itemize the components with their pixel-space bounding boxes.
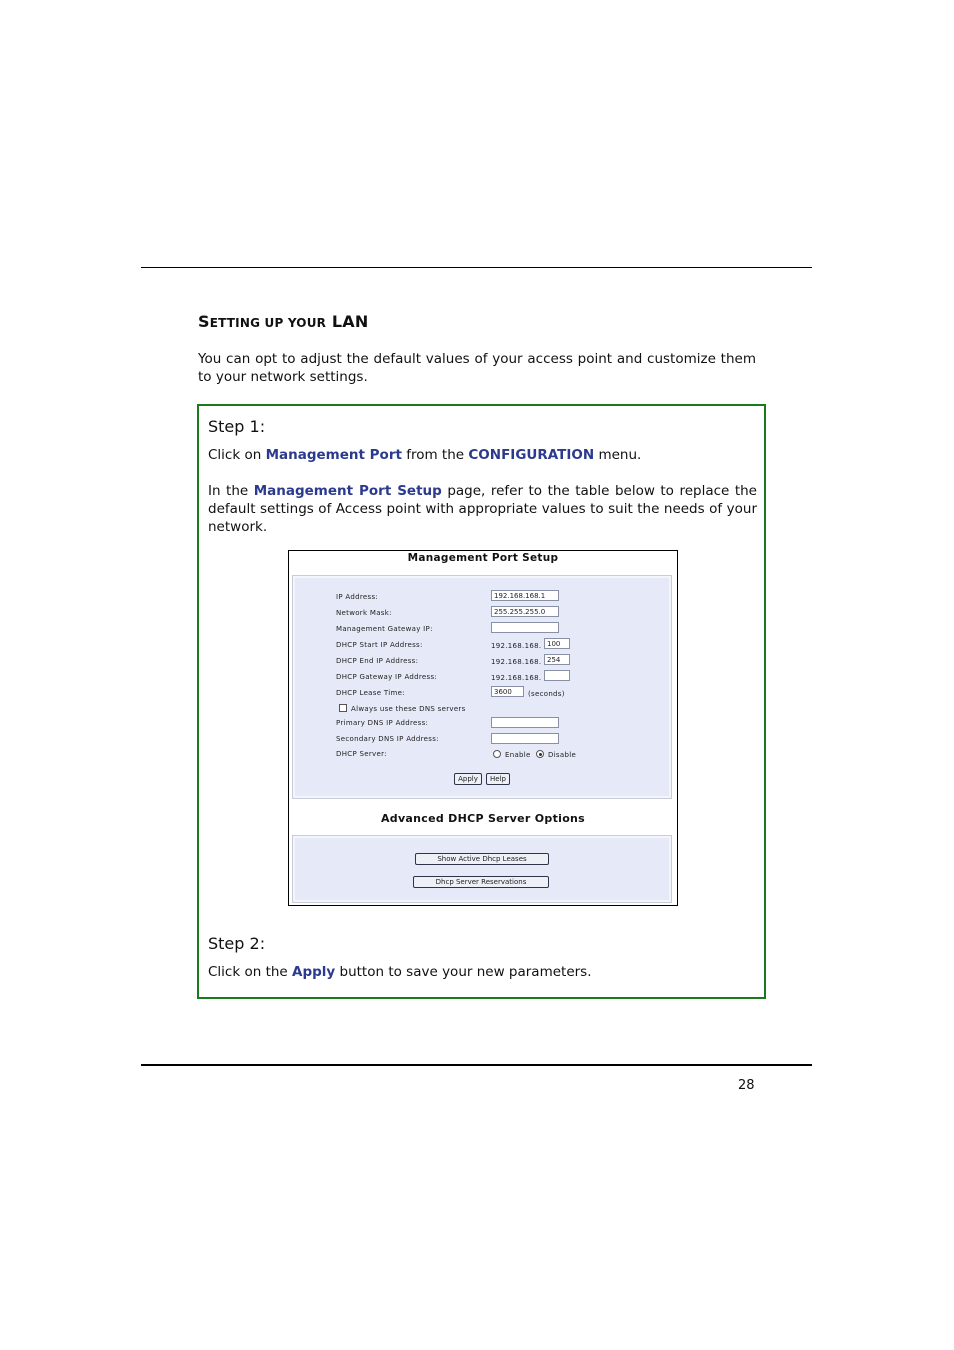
mask-label: Network Mask: (336, 609, 392, 617)
dhcp-gw-input[interactable] (544, 670, 570, 681)
dhcp-server-label: DHCP Server: (336, 750, 387, 758)
page-number: 28 (738, 1078, 755, 1093)
dhcp-end-prefix: 192.168.168. (491, 658, 542, 666)
disable-label: Disable (548, 751, 577, 759)
dhcp-start-label: DHCP Start IP Address: (336, 641, 423, 649)
step1-line1 (208, 446, 757, 464)
bottom-rule (141, 1064, 812, 1066)
secondary-dns-input[interactable] (491, 733, 559, 744)
management-port-setup-ref: Management Port Setup (253, 483, 442, 499)
gateway-input[interactable] (491, 622, 559, 633)
section-title (198, 312, 368, 331)
gateway-label: Management Gateway IP: (336, 625, 433, 633)
title-end: LAN (331, 312, 369, 331)
dhcp-end-label: DHCP End IP Address: (336, 657, 419, 665)
step1-para2-rest: page, refer to the table below to replace the default settings of Access point with appropriate values to suit the needs of your network. (208, 483, 757, 535)
primary-dns-label: Primary DNS IP Address: (336, 719, 429, 727)
intro-paragraph: You can opt to adjust the default values of your access point and customize them to your network settings. (198, 351, 756, 385)
lease-label: DHCP Lease Time: (336, 689, 405, 697)
apply-button[interactable]: Apply (454, 773, 482, 785)
always-dns-checkbox[interactable] (339, 704, 347, 712)
step1-para2-text: In the (208, 483, 254, 499)
advanced-dhcp-title: Advanced DHCP Server Options (380, 812, 586, 825)
ip-address-input[interactable]: 192.168.168.1 (491, 590, 559, 601)
advanced-panel (292, 835, 672, 903)
steps-box (197, 404, 766, 999)
dhcp-gw-label: DHCP Gateway IP Address: (336, 673, 438, 681)
apply-ref: Apply (292, 964, 336, 980)
management-port-ref: Management Port (265, 447, 402, 463)
enable-radio[interactable] (493, 750, 501, 758)
settings-panel (292, 575, 672, 799)
top-rule (141, 267, 812, 268)
title-small-caps: ETTING UP YOUR (209, 316, 327, 330)
step2-line (208, 963, 757, 981)
ip-label: IP Address: (336, 593, 379, 601)
network-mask-input[interactable]: 255.255.255.0 (491, 606, 559, 617)
enable-label: Enable (505, 751, 531, 759)
disable-radio[interactable] (536, 750, 544, 758)
configuration-ref: CONFIGURATION (468, 447, 595, 463)
reservations-button[interactable]: Dhcp Server Reservations (413, 876, 549, 888)
dhcp-gw-prefix: 192.168.168. (491, 674, 542, 682)
lease-unit: (seconds) (528, 690, 565, 698)
management-port-setup-screenshot (288, 550, 678, 906)
step2-heading: Step 2: (208, 934, 266, 953)
show-leases-button[interactable]: Show Active Dhcp Leases (415, 853, 549, 865)
always-dns-label: Always use these DNS servers (351, 705, 466, 713)
help-button[interactable]: Help (486, 773, 510, 785)
primary-dns-input[interactable] (491, 717, 559, 728)
screenshot-title: Management Port Setup (407, 552, 559, 564)
step2-line-text: Click on the (208, 964, 293, 980)
dhcp-start-input[interactable]: 100 (544, 638, 570, 649)
step1-line1-end: menu. (594, 447, 642, 463)
step1-line1-mid: from the (401, 447, 469, 463)
step1-paragraph2 (208, 482, 757, 536)
step2-line-end: button to save your new parameters. (335, 964, 592, 980)
lease-time-input[interactable]: 3600 (491, 686, 524, 697)
title-initial: S (198, 312, 210, 331)
dhcp-start-prefix: 192.168.168. (491, 642, 542, 650)
secondary-dns-label: Secondary DNS IP Address: (336, 735, 439, 743)
dhcp-end-input[interactable]: 254 (544, 654, 570, 665)
step1-line1-text: Click on (208, 447, 266, 463)
step1-heading: Step 1: (208, 417, 266, 436)
